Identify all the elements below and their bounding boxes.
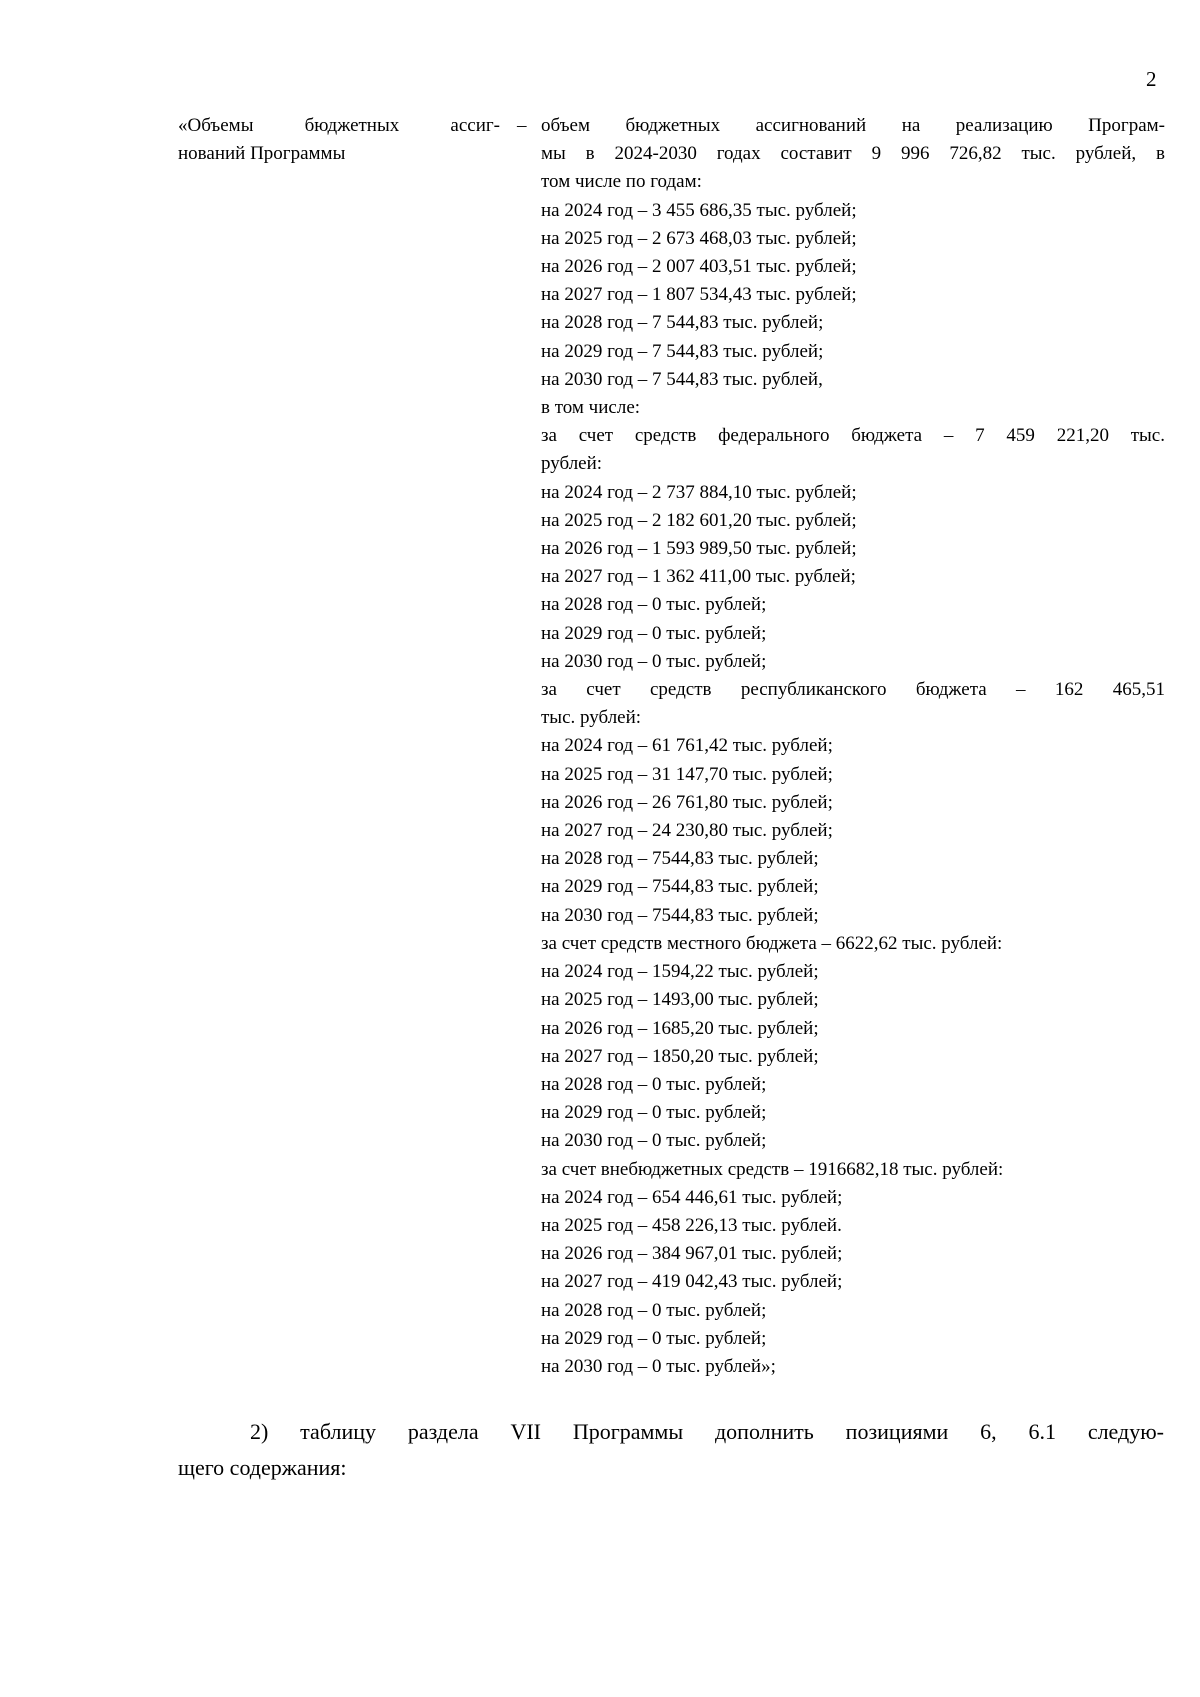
budget-line: на 2029 год – 0 тыс. рублей;: [541, 1327, 767, 1349]
budget-allocation-text: [541, 112, 1165, 1381]
budget-line: на 2026 год – 384 967,01 тыс. рублей;: [541, 1243, 843, 1265]
budget-line: на 2027 год – 1 362 411,00 тыс. рублей;: [541, 566, 856, 588]
paragraph-line: щего содержания:: [178, 1455, 347, 1480]
amendment-paragraph: [178, 1414, 1164, 1486]
budget-line: за счет средств федерального бюджета – 7 459 221,20 тыс.: [541, 425, 1165, 447]
budget-line: на 2028 год – 0 тыс. рублей;: [541, 1073, 767, 1095]
budget-line: на 2025 год – 2 182 601,20 тыс. рублей;: [541, 509, 857, 531]
budget-line: на 2030 год – 0 тыс. рублей;: [541, 650, 767, 672]
budget-line: на 2030 год – 7 544,83 тыс. рублей,: [541, 368, 823, 390]
budget-line: мы в 2024-2030 годах составит 9 996 726,82 тыс. рублей, в: [541, 143, 1165, 165]
budget-line: на 2027 год – 419 042,43 тыс. рублей;: [541, 1271, 843, 1293]
budget-line: в том числе:: [541, 397, 641, 419]
budget-line: на 2025 год – 458 226,13 тыс. рублей.: [541, 1214, 842, 1236]
paragraph-line: 2) таблицу раздела VII Программы дополнить позициями 6, 6.1 следую-: [250, 1419, 1164, 1444]
budget-line: на 2028 год – 7544,83 тыс. рублей;: [541, 848, 819, 870]
budget-line: на 2027 год – 24 230,80 тыс. рублей;: [541, 820, 833, 842]
budget-line: за счет средств республиканского бюджета – 162 465,51: [541, 679, 1165, 701]
budget-line: на 2027 год – 1 807 534,43 тыс. рублей;: [541, 284, 857, 306]
budget-line: за счет внебюджетных средств – 1916682,18 тыс. рублей:: [541, 1158, 1004, 1180]
passport-label-line: «Объемы бюджетных ассиг-: [178, 115, 500, 136]
budget-line: объем бюджетных ассигнований на реализацию Програм-: [541, 115, 1165, 136]
budget-line: на 2029 год – 0 тыс. рублей;: [541, 1102, 767, 1124]
budget-line: на 2030 год – 0 тыс. рублей;: [541, 1130, 767, 1152]
budget-line: за счет средств местного бюджета – 6622,62 тыс. рублей:: [541, 932, 1003, 954]
budget-line: на 2024 год – 1594,22 тыс. рублей;: [541, 961, 819, 983]
budget-line: на 2030 год – 0 тыс. рублей»;: [541, 1355, 776, 1377]
budget-line: на 2028 год – 0 тыс. рублей;: [541, 594, 767, 616]
budget-line: на 2024 год – 654 446,61 тыс. рублей;: [541, 1186, 843, 1208]
budget-line: на 2024 год – 3 455 686,35 тыс. рублей;: [541, 199, 857, 221]
budget-line: на 2027 год – 1850,20 тыс. рублей;: [541, 1045, 819, 1067]
passport-label-line: нований Программы: [178, 143, 346, 164]
budget-line: на 2025 год – 31 147,70 тыс. рублей;: [541, 763, 833, 785]
budget-line: на 2028 год – 0 тыс. рублей;: [541, 1299, 767, 1321]
budget-line: на 2026 год – 1 593 989,50 тыс. рублей;: [541, 538, 857, 560]
budget-line: на 2025 год – 2 673 468,03 тыс. рублей;: [541, 227, 857, 249]
budget-line: на 2029 год – 0 тыс. рублей;: [541, 622, 767, 644]
budget-line: на 2024 год – 2 737 884,10 тыс. рублей;: [541, 481, 857, 503]
budget-line: на 2026 год – 1685,20 тыс. рублей;: [541, 1017, 819, 1039]
budget-line: на 2026 год – 2 007 403,51 тыс. рублей;: [541, 256, 857, 278]
budget-line: на 2024 год – 61 761,42 тыс. рублей;: [541, 735, 833, 757]
budget-line: рублей:: [541, 453, 603, 475]
budget-line: на 2029 год – 7 544,83 тыс. рублей;: [541, 340, 824, 362]
budget-line: на 2030 год – 7544,83 тыс. рублей;: [541, 904, 819, 926]
budget-line: на 2029 год – 7544,83 тыс. рублей;: [541, 876, 819, 898]
budget-line: на 2026 год – 26 761,80 тыс. рублей;: [541, 791, 833, 813]
page-number: 2: [1146, 67, 1157, 91]
dash-separator: –: [517, 115, 527, 136]
budget-line: тыс. рублей:: [541, 707, 642, 729]
budget-line: на 2028 год – 7 544,83 тыс. рублей;: [541, 312, 824, 334]
passport-label: [178, 112, 500, 168]
budget-line: на 2025 год – 1493,00 тыс. рублей;: [541, 989, 819, 1011]
budget-line: том числе по годам:: [541, 171, 702, 193]
